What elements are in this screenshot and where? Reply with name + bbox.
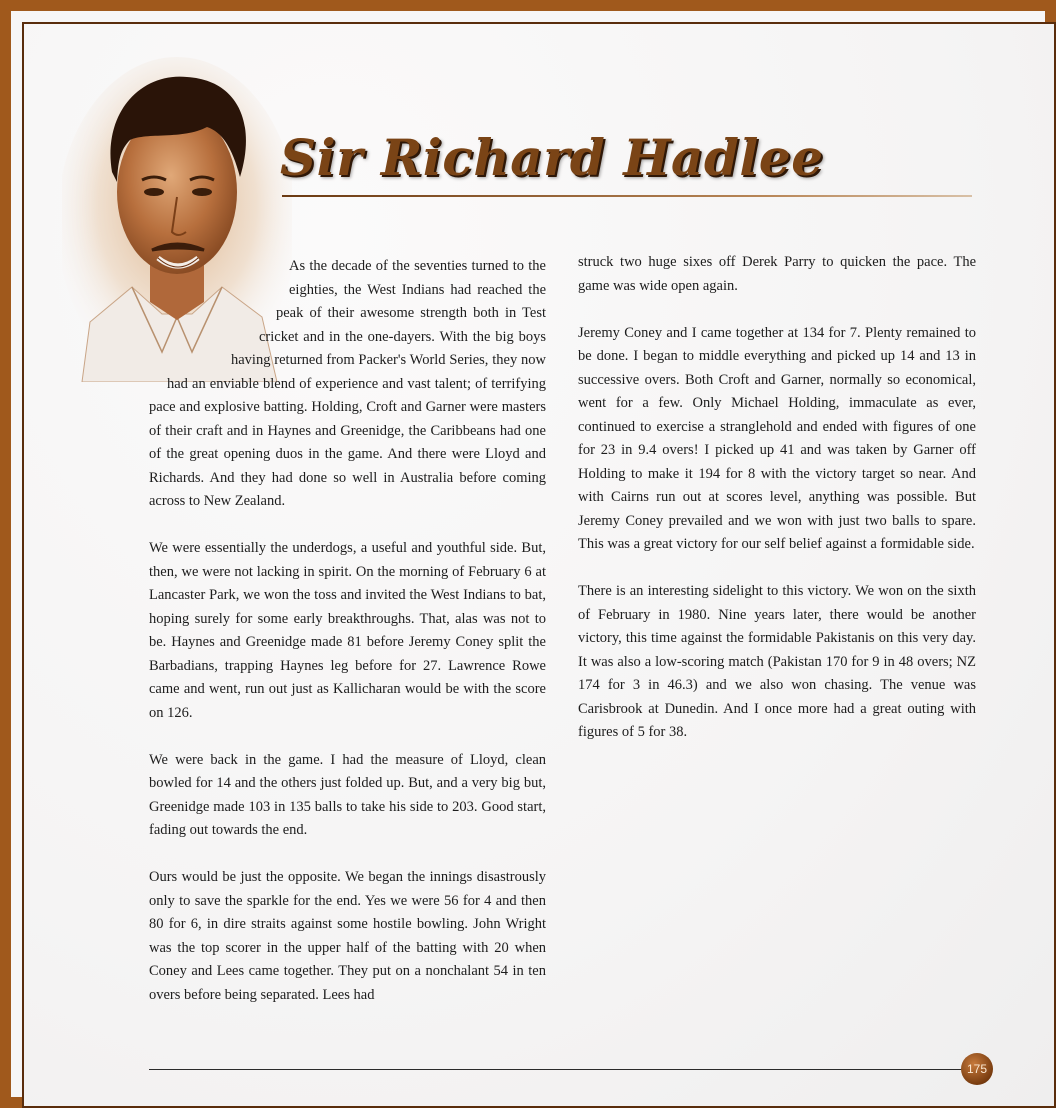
paragraph: struck two huge sixes off Derek Parry to quicken the pace. The game was wide open again. (578, 254, 976, 294)
book-page (22, 22, 1056, 1108)
paragraph: Jeremy Coney and I came together at 134 for 7. Plenty remained to be done. I began to middle everything and picked up 14 and 13 in successive overs. Both Croft and Garner, normally so economical, went for a few. Only Michael Holding, immaculate as ever, continued to exercise a stranglehold and ended with figures of one for 23 in 9.4 overs! I picked up 41 and was taken by Garner off Holding to make it 194 for 8 with the victory target so near. And with Cairns run out at scores level, anything was possible. But Jeremy Coney prevailed and we won with just two balls to spare. This was a great victory for our self belief against a formidable side. (578, 324, 976, 552)
page-number: 175 (961, 1053, 993, 1085)
page-title: Sir Richard Hadlee (280, 128, 824, 187)
paragraph: There is an interesting sidelight to this victory. We won on the sixth of February in 1980. Nine years later, there would be another victory, this time against the formidable Pakistanis on this very day. It was also a low-scoring match (Pakistan 170 for 9 in 48 overs; NZ 174 for 3 in 46.3) and we also won chasing. The venue was Carisbrook at Dunedin. And I once more had a great outing with figures of 5 for 38. (578, 583, 976, 740)
paragraph: We were back in the game. I had the measure of Lloyd, clean bowled for 14 and the others just folded up. But, and a very big but, Greenidge made 103 in 135 balls to take his side to 203. Good start, fading out towards the end. (149, 751, 546, 838)
page-border (22, 22, 1056, 1108)
paragraph: We were essentially the underdogs, a useful and youthful side. But, then, we were not lacking in spirit. On the morning of February 6 at Lancaster Park, we won the toss and invited the West Indians to bat, hoping surely for some early breakthroughs. That, alas was not to be. Haynes and Greenidge made 81 before Jeremy Coney split the Barbadians, trapping Haynes leg before for 27. Lawrence Rowe came and went, run out just as Kallicharan would be with the score on 126. (149, 540, 546, 721)
paragraph: As the decade of the seventies turned to the eighties, the West Indians had reached the peak of their awesome strength both in Test cricket and in the one-dayers. With the big boys having returned from Packer's World Series, they now had an enviable blend of experience and vast talent; of terrifying pace and explosive batting. Holding, Croft and Garner were masters of their craft and in Haynes and Greenidge, the Caribbeans had one of the great opening duos in the game. And there were Lloyd and Richards. And they had done so well in Australia before coming across to New Zealand. (149, 258, 546, 509)
paragraph: Ours would be just the opposite. We began the innings disastrously only to save the sparkle for the end. Yes we were 56 for 4 and then 80 for 6, in dire straits against some hostile bowling. John Wright was the top scorer in the upper half of the batting with 20 when Coney and Lees came together. They put on a nonchalant 54 in ten overs before being separated. Lees had (149, 869, 546, 1003)
